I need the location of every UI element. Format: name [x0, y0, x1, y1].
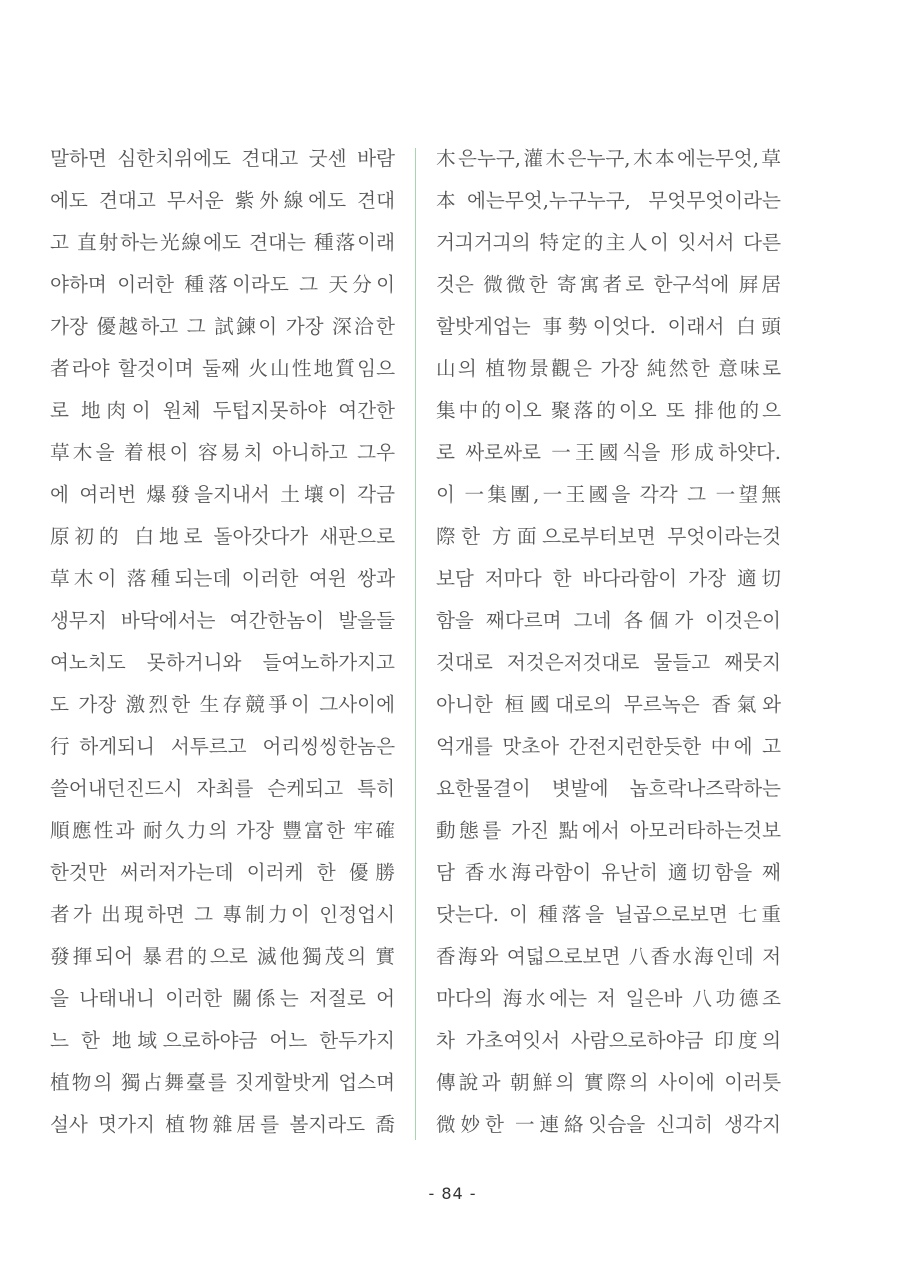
text-line: 고 直射하는光線에도 견대는 種落이래 — [50, 231, 395, 254]
text-line: 傳說과 朝鮮의 實際의 사이에 이러틋 — [436, 1071, 781, 1094]
text-line: 本에는무엇,누구누구, 무엇무엇이라는 — [436, 189, 781, 212]
text-line: 際한 方面으로부터보면 무엇이라는것 — [436, 525, 781, 548]
text-line: 이 一集團,一王國을 각각 그 一望無 — [436, 483, 781, 506]
text-line: 거긔거긔의 特定的主人이 잇서서 다른 — [436, 231, 781, 254]
text-line: 생무지 바닥에서는 여간한놈이 발을들 — [50, 609, 395, 632]
text-line: 함을 째다르며 그네 各個가 이것은이 — [436, 609, 781, 632]
text-line: 微妙한 一連絡잇슴을 신긔히 생각지 — [436, 1113, 781, 1136]
text-line: 닷는다. 이 種落을 닐곱으로보면 七重 — [436, 903, 781, 926]
text-line: 者라야 할것이며 둘째 火山性地質임으 — [50, 357, 395, 380]
text-line: 集中的이오 聚落的이오 또 排他的으 — [436, 399, 781, 422]
right-text-column — [436, 138, 781, 1146]
text-line: 行하게되니 서투르고 어리씽씽한놈은 — [50, 735, 395, 758]
text-line: 차 가초여잇서 사람으로하야금 印度의 — [436, 1029, 781, 1052]
text-line: 것대로 저것은저것대로 물들고 째뭇지 — [436, 651, 781, 674]
text-line: 마다의 海水에는 저 일은바 八功德조 — [436, 987, 781, 1010]
text-line: 말하면 심한치위에도 견대고 굿센 바람 — [50, 147, 395, 170]
text-line: 도 가장 激烈한 生存競爭이 그사이에 — [50, 693, 395, 716]
page-number: - 84 - — [428, 1184, 477, 1203]
text-line: 香海와 여덟으로보면 八香水海인데 저 — [436, 945, 781, 968]
text-line: 로 싸로싸로 一王國식을 形成하얏다. — [436, 441, 781, 464]
column-divider — [415, 148, 416, 1140]
text-line: 에 여러번 爆發을지내서 土壤이 각금 — [50, 483, 395, 506]
text-line: 草木을 着根이 容易치 아니하고 그우 — [50, 441, 395, 464]
text-line: 억개를 맛초아 간전지런한듯한 中에 고 — [436, 735, 781, 758]
text-line: 할밧게업는 事勢이엇다. 이래서 白頭 — [436, 315, 781, 338]
text-line: 아니한 桓國대로의 무르녹은 香氣와 — [436, 693, 781, 716]
text-line: 가장 優越하고 그 試鍊이 가장 深洽한 — [50, 315, 395, 338]
text-line: 로 地肉이 원체 두텁지못하야 여간한 — [50, 399, 395, 422]
text-line: 原初的 白地로 돌아갓다가 새판으로 — [50, 525, 395, 548]
text-line: 動態를 가진 點에서 아모러타하는것보 — [436, 819, 781, 842]
text-line: 담 香水海라함이 유난히 適切함을 째 — [436, 861, 781, 884]
text-line: 順應性과 耐久力의 가장 豐富한 牢確 — [50, 819, 395, 842]
text-line: 者가 出現하면 그 專制力이 인정업시 — [50, 903, 395, 926]
text-line: 을 나태내니 이러한 關係는 저절로 어 — [50, 987, 395, 1010]
text-line: 쓸어내던진드시 자최를 슨케되고 특히 — [50, 777, 395, 800]
text-line: 느 한 地域으로하야금 어느 한두가지 — [50, 1029, 395, 1052]
text-line: 야하며 이러한 種落이라도 그 天分이 — [50, 273, 395, 296]
text-line: 發揮되어 暴君的으로 滅他獨茂의 實 — [50, 945, 395, 968]
text-line: 에도 견대고 무서운 紫外線에도 견대 — [50, 189, 395, 212]
text-line: 설사 몃가지 植物雜居를 볼지라도 喬 — [50, 1113, 395, 1136]
text-line: 요한물결이 볏발에 놉흐락나즈락하는 — [436, 777, 781, 800]
left-text-column — [50, 138, 395, 1146]
text-line: 여노치도 못하거니와 들여노하가지고 — [50, 651, 395, 674]
text-line: 山의 植物景觀은 가장 純然한 意味로 — [436, 357, 781, 380]
text-line: 木은누구,灌木은누구,木本에는무엇,草 — [436, 147, 781, 170]
text-line: 것은 微微한 寄寓者로 한구석에 屛居 — [436, 273, 781, 296]
text-line: 한것만 써러저가는데 이러케 한 優勝 — [50, 861, 395, 884]
text-line: 植物의 獨占舞臺를 짓게할밧게 업스며 — [50, 1071, 395, 1094]
text-line: 보담 저마다 한 바다라함이 가장 適切 — [436, 567, 781, 590]
text-line: 草木이 落種되는데 이러한 여윈 쌍과 — [50, 567, 395, 590]
